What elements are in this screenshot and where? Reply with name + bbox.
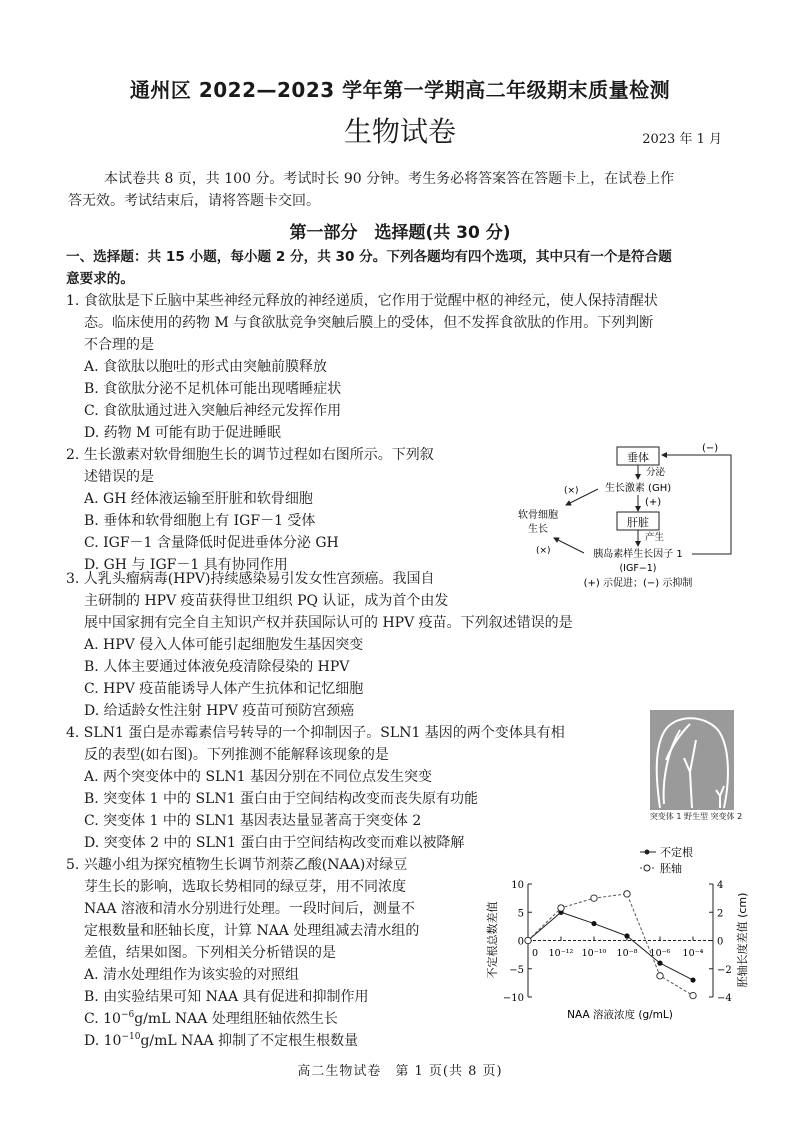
- q1-stem-3: 不合理的是: [84, 337, 154, 353]
- data-point-hypocotyl: [624, 891, 630, 897]
- q4-stem-1: 4. SLN1 蛋白是赤霉素信号转导的一个抑制因子。SLN1 基因的两个变体具有相: [66, 725, 565, 741]
- q3-stem-3: 展中国家拥有完全自主知识产权并获国际认可的 HPV 疫苗。下列叙述错误的是: [84, 615, 573, 631]
- intro-line-2: 答无效。考试结束后，请将答题卡交回。: [68, 193, 320, 209]
- legend-marker-hypocotyl: [644, 865, 650, 871]
- y-right-tick-label: 4: [717, 880, 724, 891]
- data-point-root: [690, 977, 695, 982]
- exam-subtitle: 生物试卷: [343, 115, 456, 148]
- q5-stem-5: 差值，结果如图。下列相关分析错误的是: [84, 945, 336, 961]
- liver-label: 肝脏: [627, 516, 649, 529]
- q5-option-c-text: g/mL NAA 处理组胚轴依然生长: [134, 1011, 338, 1027]
- exam-date: 2023 年 1 月: [642, 132, 722, 147]
- data-point-hypocotyl: [657, 973, 663, 979]
- section-instruction-1: 一、选择题：共 15 小题，每小题 2 分，共 30 分。下列各题均有四个选项，其中只有一个是符合题: [66, 249, 672, 265]
- q2-option-b[interactable]: B. 垂体和软骨细胞上有 IGF－1 受体: [84, 513, 316, 529]
- q2-option-d[interactable]: D. GH 与 IGF－1 具有协同作用: [84, 557, 288, 573]
- y-right-tick-label: 0: [717, 936, 724, 948]
- igf-abbr-label: (IGF−1): [619, 563, 657, 574]
- series-line-hypocotyl: [528, 894, 693, 996]
- x-tick-label: 10⁻¹²: [548, 948, 574, 959]
- y-right-tick-label: −2: [717, 964, 732, 976]
- x-tick-label: 10⁻⁴: [682, 948, 704, 959]
- cartilage-label-1: 软骨细胞: [518, 510, 558, 521]
- data-point-root: [591, 921, 596, 926]
- q3-option-b[interactable]: B. 人体主要通过体液免疫清除侵染的 HPV: [84, 659, 350, 675]
- exam-title: 通州区 2022—2023 学年第一学期高二年级期末质量检测: [129, 78, 671, 102]
- label-mutant-2: 突变体 2: [710, 812, 743, 821]
- y-left-tick-label: 5: [517, 908, 524, 920]
- y-axis-left-label: 不定根总数差值: [486, 901, 499, 979]
- q3-option-a[interactable]: A. HPV 侵入人体可能引起细胞发生基因突变: [84, 637, 364, 653]
- q3-option-c[interactable]: C. HPV 疫苗能诱导人体产生抗体和记忆细胞: [84, 681, 364, 697]
- section-title: 第一部分 选择题(共 30 分): [289, 223, 511, 243]
- q5-option-d-exponent: −10: [121, 1032, 141, 1042]
- q3-stem-1: 3. 人乳头瘤病毒(HPV)持续感染易引发女性宫颈癌。我国自: [66, 571, 435, 587]
- q1-option-d[interactable]: D. 药物 M 可能有助于促进睡眠: [84, 425, 281, 441]
- q4-option-b[interactable]: B. 突变体 1 中的 SLN1 蛋白由于空间结构改变而丧失原有功能: [84, 791, 478, 807]
- label-wild-type: 野生型: [684, 812, 708, 821]
- section-instruction-2: 意要求的。: [66, 271, 134, 287]
- pituitary-label: 垂体: [627, 451, 649, 464]
- times-label-2: (×): [536, 546, 551, 556]
- data-point-root: [657, 961, 662, 966]
- q4-option-a[interactable]: A. 两个突变体中的 SLN1 基因分别在不同位点发生突变: [84, 769, 432, 785]
- data-point-hypocotyl: [591, 895, 597, 901]
- q1-stem-2: 态。临床使用的药物 M 与食欲肽竞争突触后膜上的受体，但不发挥食欲肽的作用。下列判断: [84, 315, 654, 331]
- y-left-tick-label: −10: [502, 993, 524, 1004]
- y-right-tick-label: 2: [717, 908, 724, 920]
- q2-option-c[interactable]: C. IGF－1 含量降低时促进垂体分泌 GH: [84, 535, 339, 551]
- q1-option-a[interactable]: A. 食欲肽以胞吐的形式由突触前膜释放: [84, 359, 328, 375]
- label-mutant-1: 突变体 1: [649, 812, 682, 821]
- data-point-hypocotyl: [558, 905, 564, 911]
- y-right-tick-label: −4: [717, 993, 732, 1004]
- q4-option-c[interactable]: C. 突变体 1 中的 SLN1 基因表达量显著高于突变体 2: [84, 813, 422, 829]
- q4-option-d[interactable]: D. 突变体 2 中的 SLN1 蛋白由于空间结构改变而难以被降解: [84, 835, 465, 851]
- q1-option-b[interactable]: B. 食欲肽分泌不足机体可能出现嗜睡症状: [84, 381, 342, 397]
- y-axis-right-label: 胚轴长度差值 (cm): [736, 892, 749, 988]
- legend-label-hypocotyl: 胚轴: [660, 862, 682, 875]
- q3-option-d[interactable]: D. 给适龄女性注射 HPV 疫苗可预防宫颈癌: [84, 703, 355, 719]
- x-tick-label: 10⁻⁸: [616, 948, 638, 959]
- q1-stem-1: 1. 食欲肽是下丘脑中某些神经元释放的神经递质，它作用于觉醒中枢的神经元，使人保持清醒状: [66, 293, 658, 309]
- q5-option-a[interactable]: A. 清水处理组作为该实验的对照组: [84, 967, 300, 983]
- series-line-root: [528, 912, 693, 980]
- cartilage-label-2: 生长: [528, 524, 548, 535]
- intro-line-1: 本试卷共 8 页，共 100 分。考试时长 90 分钟。考生务必将答案答在答题卡上，在试卷上作: [104, 171, 675, 187]
- data-point-hypocotyl: [690, 992, 696, 998]
- produce-label: 产生: [645, 532, 665, 543]
- q5-stem-4: 定根数量和胚轴长度，计算 NAA 处理组减去清水组的: [84, 923, 420, 939]
- gh-label: 生长激素 (GH): [604, 483, 672, 494]
- q1-option-c[interactable]: C. 食欲肽通过进入突触后神经元发挥作用: [84, 403, 342, 419]
- minus-label: (−): [702, 443, 719, 454]
- y-left-tick-label: 0: [517, 936, 524, 948]
- q5-option-b[interactable]: B. 由实验结果可知 NAA 具有促进和抑制作用: [84, 989, 369, 1005]
- diagram-legend: (+) 示促进；(−) 示抑制: [583, 578, 693, 589]
- legend-label-root: 不定根: [660, 846, 693, 859]
- y-left-tick-label: 10: [511, 880, 524, 891]
- q5-option-d-text: g/mL NAA 抑制了不定根生根数量: [140, 1033, 359, 1049]
- data-point-root: [624, 933, 629, 938]
- q5-stem-3: NAA 溶液和清水分别进行处理。一段时间后，测量不: [84, 901, 415, 917]
- page-footer: 高二生物试卷 第 1 页(共 8 页): [297, 1064, 503, 1079]
- times-label-1: (×): [564, 486, 579, 496]
- x-tick-label: 10⁻¹⁰: [581, 948, 607, 959]
- plus-label: (+): [645, 497, 662, 508]
- q2-stem-1: 2. 生长激素对软骨细胞生长的调节过程如右图所示。下列叙: [66, 447, 434, 463]
- q5-option-c-exponent: −6: [120, 1010, 135, 1020]
- x-axis-label: NAA 溶液浓度 (g/mL): [567, 1009, 673, 1021]
- secrete-label: 分泌: [646, 467, 666, 478]
- x-tick-label: 10⁻⁶: [649, 948, 671, 959]
- q5-option-d-prefix: D. 10: [84, 1033, 122, 1049]
- q5-option-c-prefix: C. 10: [84, 1011, 121, 1027]
- q5-stem-1: 5. 兴趣小组为探究植物生长调节剂萘乙酸(NAA)对绿豆: [66, 857, 408, 873]
- igf-label: 胰岛素样生长因子 1: [593, 549, 683, 560]
- q4-stem-2: 反的表型(如右图)。下列推测不能解释该现象的是: [84, 747, 389, 763]
- q2-option-a[interactable]: A. GH 经体液运输至肝脏和软骨细胞: [84, 491, 313, 507]
- legend-marker-root: [645, 850, 650, 855]
- data-point-hypocotyl: [525, 937, 531, 943]
- q2-stem-2: 述错误的是: [84, 469, 154, 485]
- y-left-tick-label: −5: [509, 964, 524, 976]
- x-tick-label: 0: [532, 948, 539, 959]
- q3-stem-2: 主研制的 HPV 疫苗获得世卫组织 PQ 认证，成为首个由发: [84, 593, 449, 609]
- q5-stem-2: 芽生长的影响，选取长势相同的绿豆芽，用不同浓度: [84, 879, 406, 895]
